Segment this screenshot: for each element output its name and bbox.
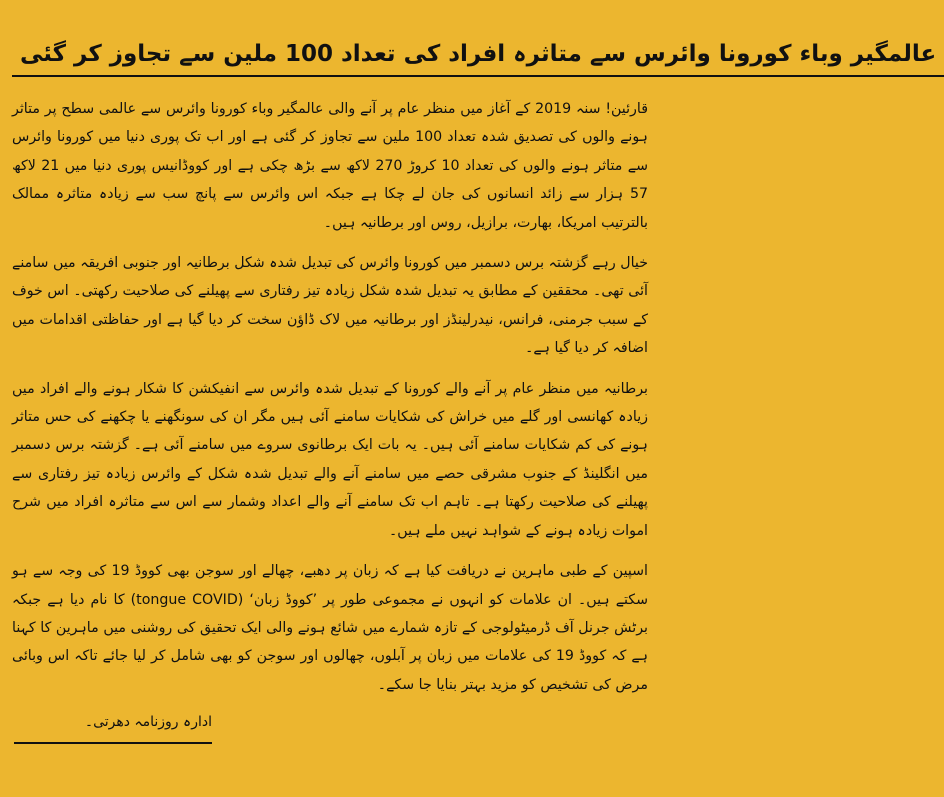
- article-body: [12, 95, 648, 699]
- paragraph-3: برطانیہ میں منظر عام پر آنے والے کورونا کے تبدیل شدہ وائرس سے انفیکشن کا شکار ہونے والے افراد میں زیادہ کھانسی اور گلے میں خراش کی شکایات سامنے آئی ہیں مگر ان کی سونگھنے یا چکھنے کی حس متاثر ہونے کی کم شکایات سامنے آئی ہیں۔ یہ بات ایک برطانوی سروے میں سامنے آئی ہے۔ گزشتہ برس دسمبر میں انگلینڈ کے جنوب مشرقی حصے میں سامنے آنے والے تبدیل شدہ شکل کے وائرس زیادہ تیز رفتاری سے پھیلنے کی صلاحیت رکھتا ہے۔ تاہم اب تک سامنے آنے والے اعداد وشمار سے اس سے متاثرہ افراد میں شرح اموات زیادہ ہونے کے شواہد نہیں ملے ہیں۔: [12, 380, 648, 539]
- signature: ادارہ روزنامہ دھرتی۔: [14, 708, 212, 744]
- paragraph-1: قارئین! سنہ 2019 کے آغاز میں منظر عام پر آنے والی عالمگیر وباء کورونا وائرس سے عالمی سطح پر متاثر ہونے والوں کی تصدیق شدہ تعداد 100 ملین سے تجاوز کر گئی ہے اور اب تک پوری دنیا میں کورونا وائرس سے متاثر ہونے والوں کی تعداد 10 کروڑ 270 لاکھ سے بڑھ چکی ہے اور کووڈانیس پوری دنیا میں 21 لاکھ 57 ہزار سے زائد انسانوں کی جان لے چکا ہے جبکہ اس وائرس سے پانچ سب سے زیادہ متاثرہ ممالک بالترتیب امریکا، بھارت، برازیل، روس اور برطانیہ ہیں۔: [12, 101, 648, 231]
- paragraph-4: اسپین کے طبی ماہرین نے دریافت کیا ہے کہ زبان پر دھبے، چھالے اور سوجن بھی کووڈ 19 کی وجہ سے ہو سکتے ہیں۔ ان علامات کو انہوں نے مجموعی طور پر ’کووڈ زبان‘ (tongue COVID) کا نام دیا ہے جبکہ برٹش جرنل آف ڈرمیٹولوجی کے تازہ شمارے میں شائع ہونے والی ایک تحقیق کی روشنی میں ماہرین کا کہنا ہے کہ کووڈ 19 کی علامات میں زبان پر آبلوں، چھالوں اور سوجن کو بھی شامل کر لیا جائے تاکہ اس وبائی مرض کی تشخیص کو مزید بہتر بنایا جا سکے۔: [12, 563, 649, 693]
- paragraph-2: خیال رہے گزشتہ برس دسمبر میں کورونا وائرس کی تبدیل شدہ شکل برطانیہ اور جنوبی افریقہ میں سامنے آئی تھی۔ محققین کے مطابق یہ تبدیل شدہ شکل زیادہ تیز رفتاری سے پھیلنے کی صلاحیت رکھتی۔ اس خوف کے سبب جرمنی، فرانس، نیدرلینڈز اور برطانیہ میں لاک ڈاؤن سخت کر دیا گیا ہے اور حفاظتی اقدامات میں اضافہ کر دیا گیا ہے۔: [12, 255, 648, 357]
- headline: عالمگیر وباء کورونا وائرس سے متاثرہ افراد کی تعداد 100 ملین سے تجاوز کر گئی: [12, 34, 944, 77]
- headline-container: [12, 34, 937, 77]
